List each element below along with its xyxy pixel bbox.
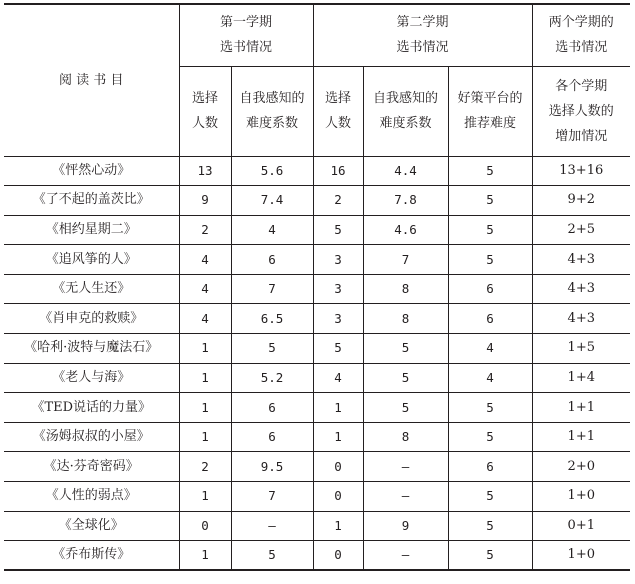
increase-cell: 1+0 — [532, 541, 630, 571]
book-title-cell: 《乔布斯传》 — [4, 541, 179, 571]
increase-cell: 4+3 — [532, 274, 630, 304]
t1-difficulty-cell: — — [231, 511, 313, 541]
t1-count-cell: 1 — [179, 482, 231, 512]
table-row — [4, 304, 630, 334]
increase-cell: 4+3 — [532, 304, 630, 334]
book-title-cell: 《了不起的盖茨比》 — [4, 186, 179, 216]
book-title-cell: 《怦然心动》 — [4, 156, 179, 186]
t1-difficulty-cell: 5 — [231, 541, 313, 571]
t2-count-cell: 3 — [313, 274, 363, 304]
t1-difficulty-cell: 9.5 — [231, 452, 313, 482]
t1-difficulty-cell: 4 — [231, 215, 313, 245]
header-t2-count: 选择 人数 — [313, 66, 363, 156]
book-title-cell: 《达·芬奇密码》 — [4, 452, 179, 482]
t2-difficulty-cell: — — [363, 452, 448, 482]
table-row — [4, 274, 630, 304]
t2-difficulty-cell: 7 — [363, 245, 448, 275]
table-row — [4, 156, 630, 186]
book-title-cell: 《TED说话的力量》 — [4, 393, 179, 423]
increase-cell: 1+1 — [532, 393, 630, 423]
t2-difficulty-cell: 8 — [363, 304, 448, 334]
t1-count-cell: 1 — [179, 422, 231, 452]
t2-platform-cell: 6 — [448, 452, 532, 482]
header-book: 阅 读 书 目 — [4, 4, 179, 156]
t2-difficulty-cell: — — [363, 482, 448, 512]
book-title-cell: 《哈利·波特与魔法石》 — [4, 334, 179, 364]
increase-cell: 1+5 — [532, 334, 630, 364]
t2-platform-cell: 5 — [448, 215, 532, 245]
increase-cell: 2+5 — [532, 215, 630, 245]
t2-difficulty-cell: 8 — [363, 422, 448, 452]
book-title-cell: 《全球化》 — [4, 511, 179, 541]
table-row — [4, 245, 630, 275]
book-title-cell: 《肖申克的救赎》 — [4, 304, 179, 334]
t1-difficulty-cell: 6 — [231, 245, 313, 275]
t2-count-cell: 5 — [313, 215, 363, 245]
t1-count-cell: 4 — [179, 274, 231, 304]
t2-platform-cell: 4 — [448, 334, 532, 364]
book-title-cell: 《汤姆叔叔的小屋》 — [4, 422, 179, 452]
t1-count-cell: 2 — [179, 452, 231, 482]
table-row — [4, 452, 630, 482]
t2-platform-cell: 5 — [448, 245, 532, 275]
table-row — [4, 511, 630, 541]
t1-difficulty-cell: 5 — [231, 334, 313, 364]
t1-count-cell: 1 — [179, 334, 231, 364]
t1-difficulty-cell: 7 — [231, 482, 313, 512]
increase-cell: 2+0 — [532, 452, 630, 482]
t2-count-cell: 1 — [313, 422, 363, 452]
t2-platform-cell: 5 — [448, 393, 532, 423]
header-t1-difficulty: 自我感知的 难度系数 — [231, 66, 313, 156]
t2-count-cell: 3 — [313, 245, 363, 275]
increase-cell: 0+1 — [532, 511, 630, 541]
t2-platform-cell: 5 — [448, 541, 532, 571]
t2-platform-cell: 4 — [448, 363, 532, 393]
table-row — [4, 393, 630, 423]
t2-platform-cell: 5 — [448, 156, 532, 186]
t2-count-cell: 0 — [313, 541, 363, 571]
t2-difficulty-cell: 7.8 — [363, 186, 448, 216]
t1-count-cell: 1 — [179, 363, 231, 393]
t2-count-cell: 2 — [313, 186, 363, 216]
t2-count-cell: 0 — [313, 482, 363, 512]
t2-platform-cell: 5 — [448, 186, 532, 216]
header-t1-count: 选择 人数 — [179, 66, 231, 156]
t1-difficulty-cell: 7.4 — [231, 186, 313, 216]
book-title-cell: 《相约星期二》 — [4, 215, 179, 245]
t2-difficulty-cell: 4.6 — [363, 215, 448, 245]
header-t2-difficulty: 自我感知的 难度系数 — [363, 66, 448, 156]
book-title-cell: 《追风筝的人》 — [4, 245, 179, 275]
t1-count-cell: 2 — [179, 215, 231, 245]
t2-difficulty-cell: 8 — [363, 274, 448, 304]
t1-count-cell: 1 — [179, 541, 231, 571]
table-row — [4, 363, 630, 393]
table-row — [4, 482, 630, 512]
t2-count-cell: 1 — [313, 511, 363, 541]
t2-platform-cell: 5 — [448, 422, 532, 452]
t2-count-cell: 16 — [313, 156, 363, 186]
t1-difficulty-cell: 5.2 — [231, 363, 313, 393]
table-row — [4, 422, 630, 452]
t2-platform-cell: 6 — [448, 274, 532, 304]
t1-difficulty-cell: 7 — [231, 274, 313, 304]
table-row — [4, 541, 630, 571]
increase-cell: 13+16 — [532, 156, 630, 186]
header-t2-platform: 好策平台的 推荐难度 — [448, 66, 532, 156]
t2-difficulty-cell: 5 — [363, 393, 448, 423]
t1-difficulty-cell: 6.5 — [231, 304, 313, 334]
t2-count-cell: 5 — [313, 334, 363, 364]
header-term2: 第二学期 选书情况 — [313, 4, 532, 66]
t2-platform-cell: 5 — [448, 482, 532, 512]
increase-cell: 1+1 — [532, 422, 630, 452]
t2-difficulty-cell: 5 — [363, 334, 448, 364]
book-title-cell: 《老人与海》 — [4, 363, 179, 393]
book-title-cell: 《人性的弱点》 — [4, 482, 179, 512]
increase-cell: 1+4 — [532, 363, 630, 393]
t2-difficulty-cell: 4.4 — [363, 156, 448, 186]
header-term1: 第一学期 选书情况 — [179, 4, 313, 66]
table-row — [4, 186, 630, 216]
t2-platform-cell: 5 — [448, 511, 532, 541]
t1-count-cell: 13 — [179, 156, 231, 186]
t2-count-cell: 0 — [313, 452, 363, 482]
t1-count-cell: 4 — [179, 245, 231, 275]
t2-difficulty-cell: 9 — [363, 511, 448, 541]
table-row — [4, 334, 630, 364]
t1-count-cell: 1 — [179, 393, 231, 423]
t2-count-cell: 1 — [313, 393, 363, 423]
increase-cell: 1+0 — [532, 482, 630, 512]
t1-difficulty-cell: 6 — [231, 422, 313, 452]
t2-count-cell: 3 — [313, 304, 363, 334]
t2-count-cell: 4 — [313, 363, 363, 393]
reading-selection-table — [4, 3, 630, 571]
t1-difficulty-cell: 5.6 — [231, 156, 313, 186]
t1-count-cell: 9 — [179, 186, 231, 216]
increase-cell: 9+2 — [532, 186, 630, 216]
header-both-terms: 两个学期的 选书情况 — [532, 4, 630, 66]
t1-difficulty-cell: 6 — [231, 393, 313, 423]
t2-difficulty-cell: — — [363, 541, 448, 571]
book-title-cell: 《无人生还》 — [4, 274, 179, 304]
t1-count-cell: 4 — [179, 304, 231, 334]
header-increase: 各个学期 选择人数的 增加情况 — [532, 66, 630, 156]
t2-platform-cell: 6 — [448, 304, 532, 334]
increase-cell: 4+3 — [532, 245, 630, 275]
table-row — [4, 215, 630, 245]
t1-count-cell: 0 — [179, 511, 231, 541]
t2-difficulty-cell: 5 — [363, 363, 448, 393]
